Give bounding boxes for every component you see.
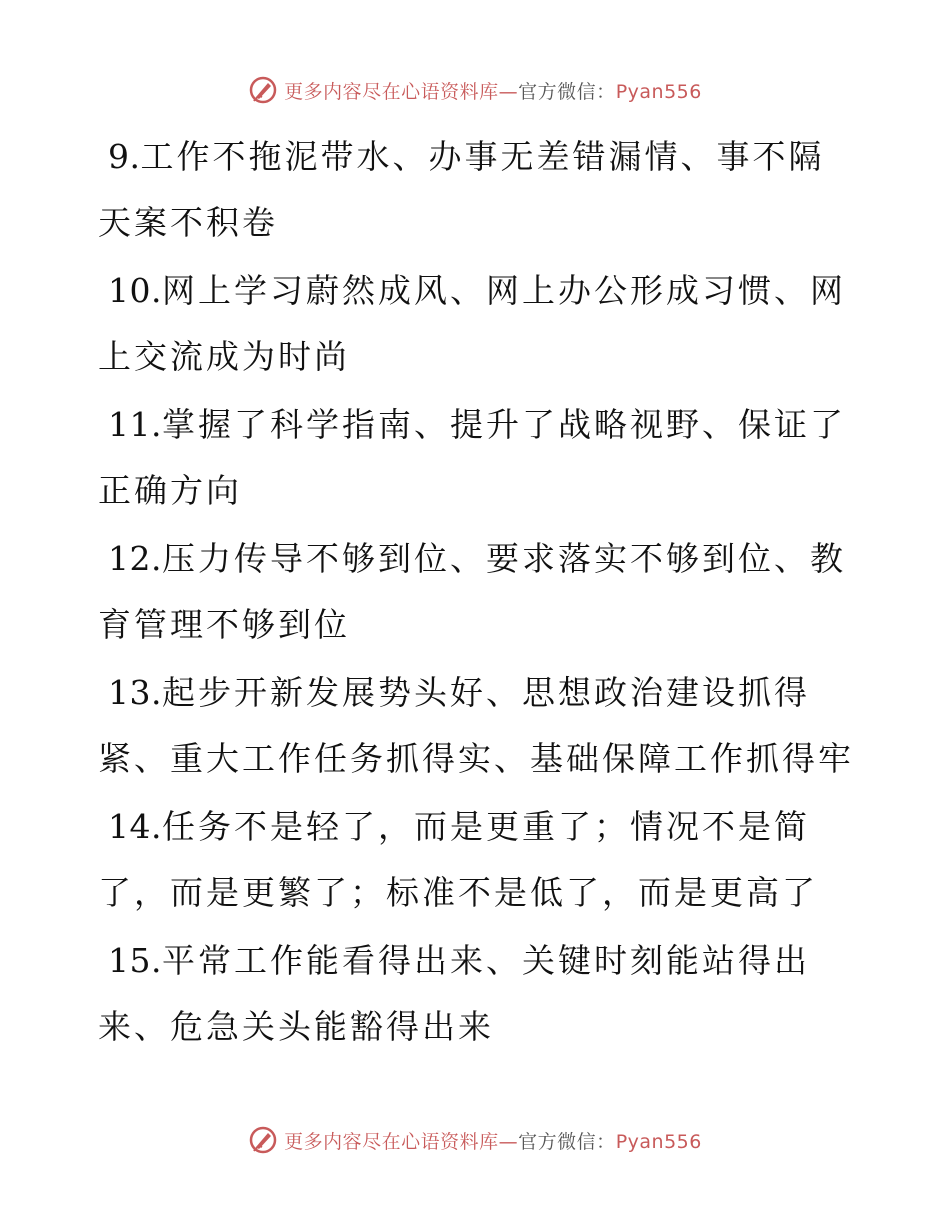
footer-brand: 更多内容尽在心语资料库	[284, 1130, 499, 1153]
item-text: 掌握了科学指南、提升了战略视野、保证了正确方向	[98, 405, 846, 510]
item-number: 15.	[108, 941, 162, 980]
item-text: 工作不拖泥带水、办事无差错漏情、事不隔天案不积卷	[98, 137, 825, 242]
footer-separator: —	[498, 1130, 519, 1153]
pen-logo-icon	[248, 1125, 278, 1155]
list-item	[98, 794, 858, 926]
footer-banner-text	[284, 1127, 702, 1154]
header-banner	[0, 70, 950, 110]
document-body	[98, 124, 858, 1062]
footer-wechat-label: 官方微信：	[518, 1130, 616, 1153]
item-text: 任务不是轻了，而是更重了；情况不是简了，而是更繁了；标准不是低了，而是更高了	[98, 807, 818, 912]
header-separator: —	[498, 80, 519, 103]
list-item	[98, 660, 858, 792]
header-banner-text	[284, 77, 702, 104]
item-text: 起步开新发展势头好、思想政治建设抓得紧、重大工作任务抓得实、基础保障工作抓得牢	[98, 673, 854, 778]
item-number: 11.	[108, 405, 162, 444]
footer-wechat-id: Pyan556	[615, 1130, 702, 1153]
item-text: 压力传导不够到位、要求落实不够到位、教育管理不够到位	[98, 539, 846, 644]
list-item	[98, 526, 858, 658]
header-brand: 更多内容尽在心语资料库	[284, 80, 499, 103]
item-number: 12.	[108, 539, 162, 578]
footer-banner	[0, 1120, 950, 1160]
item-text: 平常工作能看得出来、关键时刻能站得出来、危急关头能豁得出来	[98, 941, 810, 1046]
item-number: 10.	[108, 271, 162, 310]
item-number: 14.	[108, 807, 162, 846]
list-item	[98, 124, 858, 256]
item-text: 网上学习蔚然成风、网上办公形成习惯、网上交流成为时尚	[98, 271, 846, 376]
header-wechat-label: 官方微信：	[518, 80, 616, 103]
list-item	[98, 392, 858, 524]
list-item	[98, 258, 858, 390]
item-number: 13.	[108, 673, 162, 712]
header-wechat-id: Pyan556	[615, 80, 702, 103]
item-number: 9.	[108, 137, 141, 176]
list-item	[98, 928, 858, 1060]
pen-logo-icon	[248, 75, 278, 105]
